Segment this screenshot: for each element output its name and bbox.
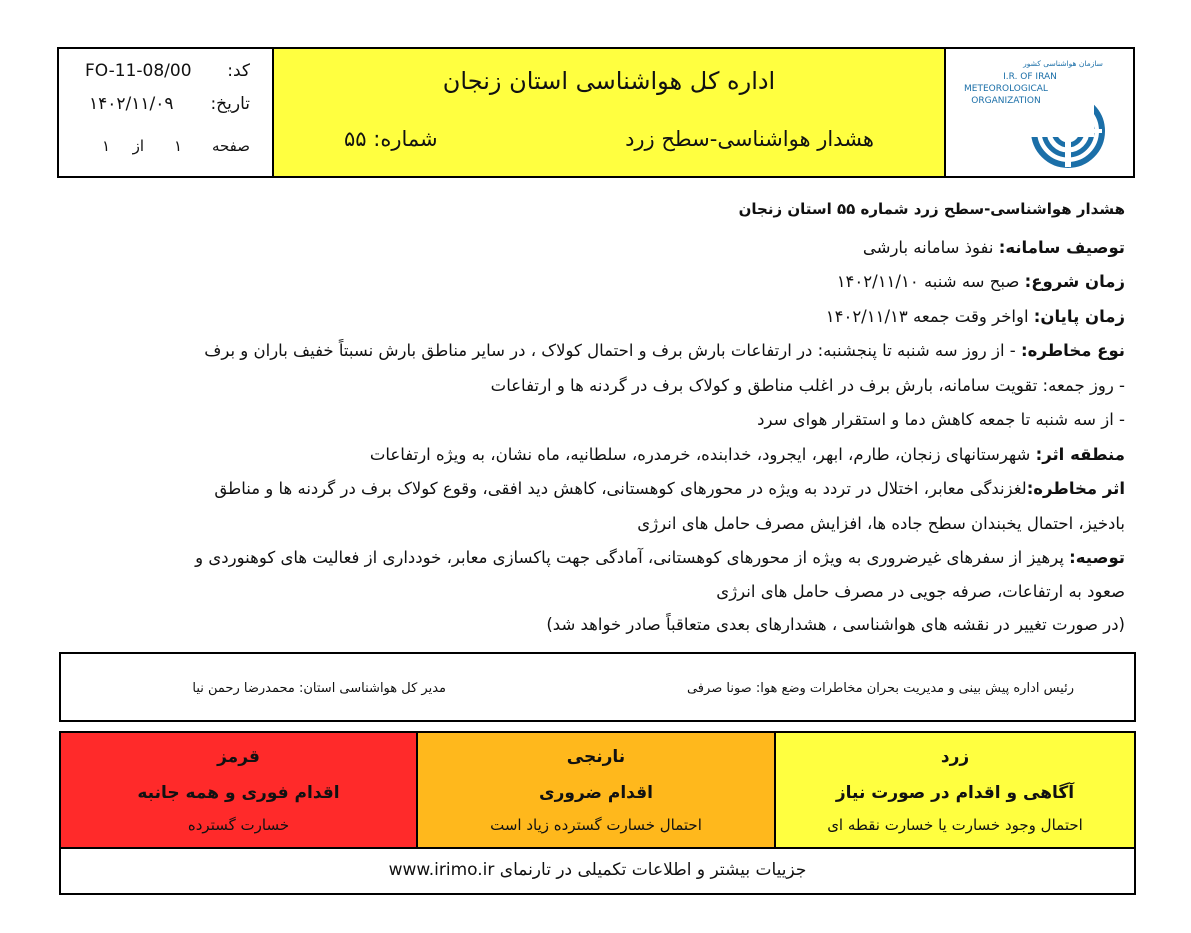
hazard-line2: - روز جمعه: تقویت سامانه، بارش برف در اغلب مناطق و کولاک برف در گردنه ها و ارتفاعات xyxy=(490,376,1125,395)
date-value: ۱۴۰۲/۱۱/۰۹ xyxy=(89,94,174,114)
level-orange-name: نارنجی xyxy=(566,747,626,767)
advice-label: توصیه: xyxy=(1069,548,1125,567)
end-time xyxy=(826,307,1125,326)
level-yellow-action: آگاهی و اقدام در صورت نیاز xyxy=(835,783,1075,803)
hazard-line3: - از سه شنبه تا جمعه کاهش دما و استقرار هوای سرد xyxy=(757,410,1125,429)
start-time xyxy=(837,272,1125,291)
advice-line2: صعود به ارتفاعات، صرفه جویی در مصرف حامل های انرژی xyxy=(716,582,1125,601)
document-header xyxy=(57,47,1135,178)
level-yellow-name: زرد xyxy=(940,747,970,767)
start-value: صبح سه شنبه ۱۴۰۲/۱۱/۱۰ xyxy=(836,272,1025,291)
code-value: FO-11-08/00 xyxy=(85,61,192,81)
page-total: ۱ xyxy=(101,137,110,155)
hazard-line1: - از روز سه شنبه تا پنجشنبه: در ارتفاعات بارش برف و احتمال کولاک ، در سایر مناطق بارش نسبتاً خفیف باران و برف xyxy=(204,341,1021,360)
forecast-head-signature: رئیس اداره پیش بینی و مدیریت بحران مخاطرات وضع هوا: صونا صرفی xyxy=(686,681,1074,696)
signature-box xyxy=(59,652,1136,722)
warning-heading: هشدار هواشناسی-سطح زرد شماره ۵۵ استان زنجان xyxy=(738,200,1125,218)
hazard-label: نوع مخاطره: xyxy=(1020,341,1125,360)
header-banner xyxy=(274,49,946,176)
impact-label: اثر مخاطره: xyxy=(1026,479,1125,498)
document-meta xyxy=(59,49,274,176)
page-of: از xyxy=(132,137,144,155)
level-red-name: قرمز xyxy=(217,747,260,767)
start-label: زمان شروع: xyxy=(1024,272,1125,291)
date-label: تاریخ: xyxy=(210,94,250,114)
advice xyxy=(195,548,1125,567)
level-red xyxy=(61,733,418,849)
hazard-impact xyxy=(214,479,1125,498)
impact-line2: بادخیز، احتمال یخبندان سطح جاده ها، افزایش مصرف حامل های انرژی xyxy=(637,514,1125,533)
logo-text-en1: I.R. OF IRAN xyxy=(1003,72,1057,82)
area-label: منطقه اثر: xyxy=(1035,445,1125,464)
meteorological-organization-logo xyxy=(946,49,1136,176)
system-description xyxy=(863,238,1125,257)
level-yellow xyxy=(776,733,1134,849)
warning-number: شماره: ۵۵ xyxy=(344,127,438,151)
level-yellow-desc: احتمال وجود خسارت یا خسارت نقطه ای xyxy=(827,816,1083,834)
system-value: نفوذ سامانه بارشی xyxy=(862,238,999,257)
affected-area xyxy=(370,445,1125,464)
update-note: (در صورت تغییر در نقشه های هواشناسی ، هشدارهای بعدی متعاقباً صادر خواهد شد) xyxy=(546,615,1125,634)
level-red-action: اقدام فوری و همه جانبه xyxy=(137,783,340,803)
warning-levels-table xyxy=(59,731,1136,895)
level-orange-action: اقدام ضروری xyxy=(539,783,653,803)
logo-text-en3: ORGANIZATION xyxy=(971,96,1041,106)
area-value: شهرستانهای زنجان، طارم، ابهر، ایجرود، خدابنده، خرمدره، سلطانیه، ماه نشان، به ویژه ارتفاعات xyxy=(369,445,1036,464)
level-orange-desc: احتمال خسارت گسترده زیاد است xyxy=(490,816,702,834)
end-label: زمان پایان: xyxy=(1033,307,1125,326)
end-value: اواخر وقت جمعه ۱۴۰۲/۱۱/۱۳ xyxy=(825,307,1034,326)
warning-level-title: هشدار هواشناسی-سطح زرد xyxy=(625,127,874,151)
director-signature: مدیر کل هواشناسی استان: محمدرضا رحمن نیا xyxy=(192,681,446,696)
page-label: صفحه xyxy=(211,137,250,155)
logo-text-en2: METEOROLOGICAL xyxy=(964,84,1048,94)
level-red-desc: خسارت گسترده xyxy=(187,816,290,834)
impact-line1: لغزندگی معابر، اختلال در تردد به ویژه در محورهای کوهستانی، کاهش دید افقی، وقوع کولاک برف در گردنه ها و مناطق xyxy=(214,479,1027,498)
advice-line1: پرهیز از سفرهای غیرضروری به ویژه از محورهای کوهستانی، آمادگی جهت پاکسازی معابر، خودداری از فعالیت های کوهنوردی و xyxy=(195,548,1070,567)
page-num: ۱ xyxy=(173,137,182,155)
system-label: توصیف سامانه: xyxy=(998,238,1125,257)
code-label: کد: xyxy=(227,61,250,81)
logo-area xyxy=(946,49,1133,176)
level-orange xyxy=(418,733,776,849)
hazard-type xyxy=(204,341,1125,360)
page-title: اداره کل هواشناسی استان زنجان xyxy=(442,67,776,95)
more-info-link[interactable]: جزییات بیشتر و اطلاعات تکمیلی در تارنمای www.irimo.ir xyxy=(388,860,807,880)
logo-text-fa: سازمان هواشناسی کشور xyxy=(1023,59,1103,68)
